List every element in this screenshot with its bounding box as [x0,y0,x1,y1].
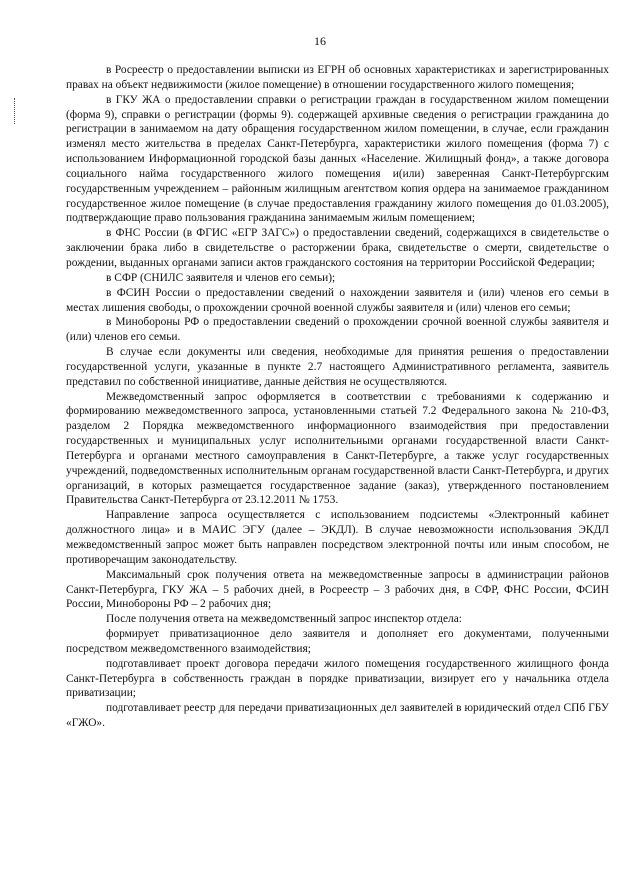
paragraph-rosreestr: в Росреестр о предоставлении выписки из ЕГРН об основных характеристиках и зарегистрированных правах на объект недвижимости (жилое помещение) в отношении государственного жилого помещения; [66,64,609,91]
paragraph-request-channel: Направление запроса осуществляется с использованием подсистемы «Электронный кабинет должностного лица» и в МАИС ЭГУ (далее – ЭКДЛ). В случае невозможности использования ЭКДЛ межведомственный запрос может быть направлен посредством электронной почты или иным способом, не противоречащим законодательству. [66,509,609,566]
paragraph-prepares-registry: подготавливает реестр для передачи приватизационных дел заявителей в юридический отдел СПб ГБУ «ГЖО». [66,702,609,730]
paragraph-after-response: После получения ответа на межведомственный запрос инспектор отдела: [106,613,462,626]
paragraph-prepares-contract: подготавливает проект договора передачи жилого помещения государственного жилищного фонда Санкт-Петербурга в собственность граждан в порядке приватизации, визирует его у начальника отдела приватизации; [66,657,609,700]
paragraph-sfr: в СФР (СНИЛС заявителя и членов его семьи); [106,271,336,284]
paragraph-minoborony: в Минобороны РФ о предоставлении сведений о прохождении срочной военной службы заявителя и (или) членов его семьи. [66,316,609,344]
paragraph-fsin: в ФСИН России о предоставлении сведений о нахождении заявителя и (или) членов его семьи в местах лишения свободы, о прохождении срочной военной службы заявителя и (или) членов его семьи; [66,286,609,314]
margin-dotted-mark [14,98,16,124]
paragraph-response-deadline: Максимальный срок получения ответа на межведомственные запросы в администрации районов Санкт-Петербурга, ГКУ ЖА – 5 рабочих дней, в Росреестр – 3 рабочих дня, в СФР, ФНС России, ФСИН России, Минобороны РФ – 2 рабочих дня; [66,568,609,611]
paragraph-forms-case: формирует приватизационное дело заявителя и дополняет его документами, полученными посредством межведомственного взаимодействия; [66,628,609,655]
paragraph-gku-zha: в ГКУ ЖА о предоставлении справки о регистрации граждан в государственном жилом помещении (форма 9), справки о регистрации (формы 9). содержащей архивные сведения о регистрации гражданина до регистрации в занимаемом на дату обращения государственном жилом помещении, в случае, если гражданин изменял место жительства в пределах Санкт-Петербурга, характеристики жилого помещения (форма 7) с использованием Информационной городской базы данных «Население. Жилищный фонд», а также договора социального найма государственного жилого помещения и(или) заверенная Санкт-Петербургским государственным учреждением – районным жилищным агентством копия ордера на занимаемое гражданином государственное жилое помещение (в случае предоставления гражданину жилого помещения до 01.03.2005), подтверждающие право пользования гражданина занимаемым жилым помещением; [66,93,609,225]
page-number: 16 [314,34,326,48]
document-body [66,63,609,731]
paragraph-own-initiative: В случае если документы или сведения, необходимые для принятия решения о предоставлении государственной услуги, указанные в пункте 2.7 настоящего Административного регламента, заявитель представил по собственной инициативе, данные действия не осуществляются. [66,346,609,388]
paragraph-request-format: Межведомственный запрос оформляется в соответствии с требованиями к содержанию и формированию межведомственного запроса, установленными статьей 7.2 Федерального закона № 210-ФЗ, разделом 2 Порядка межведомственного информационного взаимодействия при предоставлении государственных и муниципальных услуг исполнительными органами государственной власти Санкт-Петербурга и органами местного самоуправления в Санкт-Петербурге, а также услуг государственных учреждений, подведомственных исполнительным органам государственной власти Санкт-Петербурга, и других организаций, в которых размещается государственное задание (заказ), утвержденного постановлением Правительства Санкт-Петербурга от 23.12.2011 № 1753. [66,390,609,507]
paragraph-fns: в ФНС России (в ФГИС «ЕГР ЗАГС») о предоставлении сведений, содержащихся в свидетельстве о заключении брака либо в свидетельстве о расторжении брака, свидетельстве о смерти, свидетельстве о рождении, выданных органами записи актов гражданского состояния на территории Российской Федерации; [66,227,609,269]
